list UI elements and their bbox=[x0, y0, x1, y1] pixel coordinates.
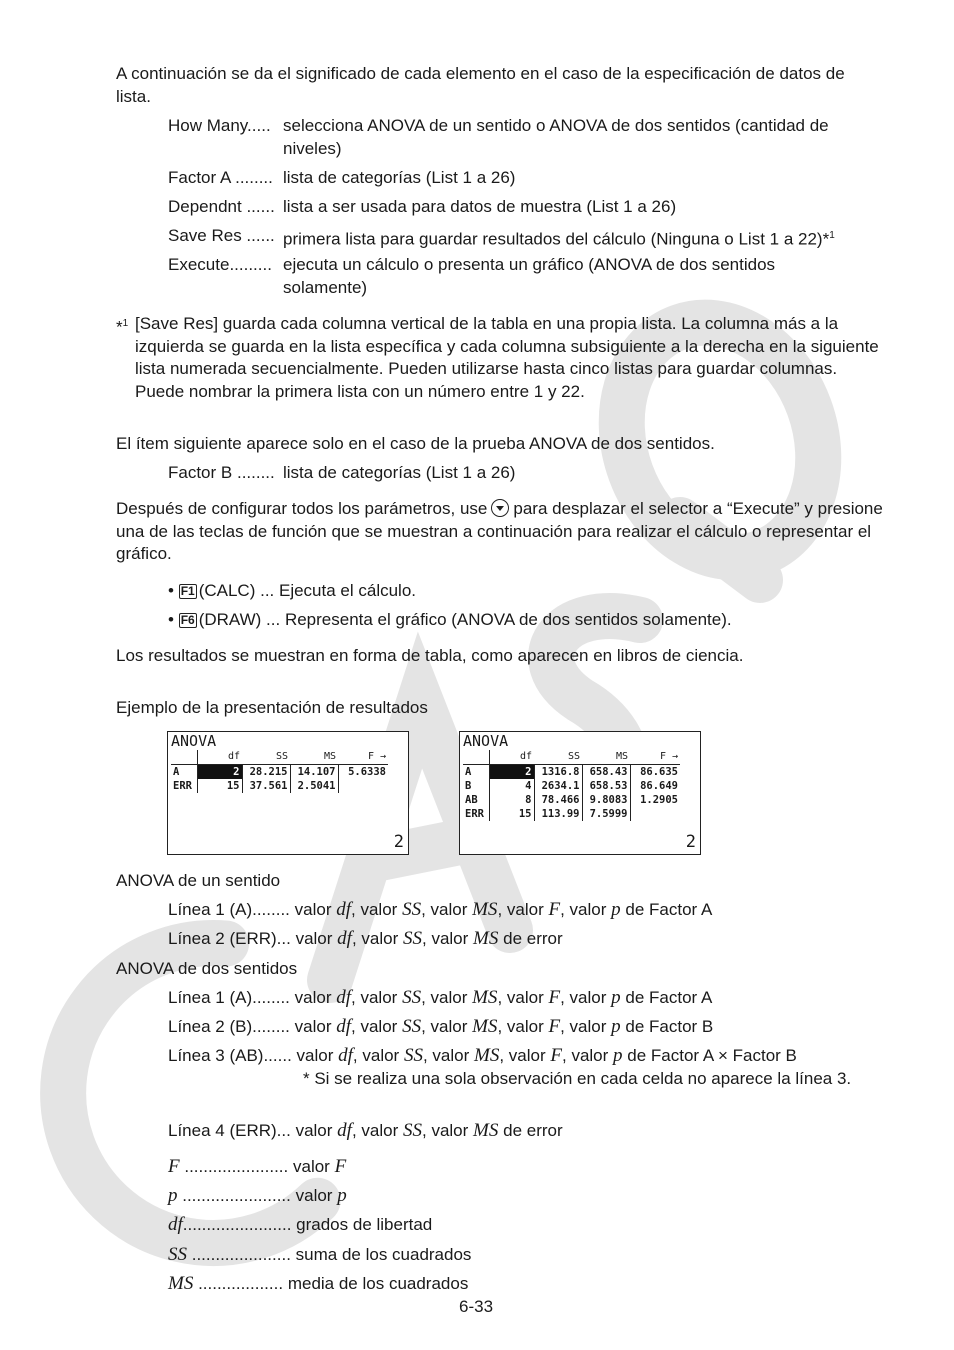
item-dependnt-desc: lista a ser usada para datos de muestra (List 1 a 26) bbox=[283, 197, 677, 216]
two-way-line-3: Línea 3 (AB)...... valor df, valor SS, valor MS, valor F, valor p de Factor A × Factor B bbox=[168, 1045, 797, 1066]
f6-key-icon: F6 bbox=[180, 613, 195, 627]
two-way-line-2: Línea 2 (B)........ valor df, valor SS, valor MS, valor F, valor p de Factor B bbox=[168, 1016, 714, 1037]
table-row: AB 8 78.466 9.8083 1.2905 bbox=[465, 794, 678, 806]
page-indicator: 2 bbox=[685, 832, 696, 852]
col-header bbox=[463, 750, 490, 765]
one-way-line-2: Línea 2 (ERR)... valor df, valor SS, valor MS de error bbox=[168, 928, 563, 949]
glossary-ss: SS ..................... suma de los cuadrados bbox=[168, 1244, 472, 1265]
screen-title: ANOVA bbox=[171, 732, 217, 750]
col-header: df bbox=[490, 750, 535, 765]
table-row: A 2 28.215 14.107 5.6338 bbox=[173, 766, 386, 778]
glossary-p: p ....................... valor p bbox=[168, 1185, 347, 1206]
table-row: ERR 15 37.561 2.5041 bbox=[171, 779, 388, 793]
anova-table-one-way bbox=[171, 750, 388, 793]
col-header: F → bbox=[630, 750, 680, 765]
bullet-draw: • F6 (DRAW) ... Representa el gráfico (ANOVA de dos sentidos solamente). bbox=[168, 610, 732, 629]
item-execute-desc: ejecuta un cálculo o presenta un gráfico (ANOVA de dos sentidos solamente) bbox=[283, 255, 776, 297]
col-header: F → bbox=[338, 750, 388, 765]
col-header bbox=[171, 750, 198, 765]
item-factor-b-term: Factor B ........ bbox=[168, 463, 275, 482]
two-way-line-4: Línea 4 (ERR)... valor df, valor SS, valor MS de error bbox=[168, 1120, 563, 1141]
one-way-heading: ANOVA de un sentido bbox=[116, 871, 281, 890]
screen-title: ANOVA bbox=[463, 732, 509, 750]
line-3-note: * Si se realiza una sola observación en cada celda no aparece la línea 3. bbox=[303, 1069, 852, 1088]
config-paragraph: Después de configurar todos los parámetros, use para desplazar el selector a “Execute” y presione una de las teclas de función que se muestran a continuación para realizar el cálculo o representar el gráfico. bbox=[116, 499, 883, 563]
item-how-many-term: How Many..... bbox=[168, 116, 271, 135]
one-way-line-1: Línea 1 (A)........ valor df, valor SS, valor MS, valor F, valor p de Factor A bbox=[168, 899, 713, 920]
two-way-heading: ANOVA de dos sentidos bbox=[116, 959, 298, 978]
calculator-screen-one-way bbox=[167, 731, 409, 855]
anova-table-two-way bbox=[463, 750, 680, 821]
cursor-down-key-icon bbox=[491, 499, 509, 517]
item-execute-term: Execute......... bbox=[168, 255, 272, 274]
two-way-line-1: Línea 1 (A)........ valor df, valor SS, valor MS, valor F, valor p de Factor A bbox=[168, 987, 713, 1008]
col-header: df bbox=[198, 750, 243, 765]
footnote-text: [Save Res] guarda cada columna vertical de la tabla en una propia lista. La columna más a la izquierda se guarda en la lista específica y cada columna subsiguiente a la derecha en la siguiente lista numerada secuencialmente. Pueden utilizarse hasta cinco listas para guardar columnas. Puede nombrar la primera lista con un número entre 1 y 22. bbox=[135, 314, 879, 401]
table-row: A 2 1316.8 658.43 86.635 bbox=[465, 766, 678, 778]
intro-text: A continuación se da el significado de cada elemento en el caso de la especificación de datos de lista. bbox=[116, 64, 845, 106]
bullet-calc: • F1 (CALC) ... Ejecuta el cálculo. bbox=[168, 581, 417, 600]
two-way-note: El ítem siguiente aparece solo en el caso de la prueba ANOVA de dos sentidos. bbox=[116, 434, 715, 453]
col-header: SS bbox=[534, 750, 582, 765]
item-save-res-desc: primera lista para guardar resultados del cálculo (Ninguna o List 1 a 22)*$^1$ bbox=[283, 229, 835, 249]
col-header: MS bbox=[582, 750, 630, 765]
item-how-many-desc: selecciona ANOVA de un sentido o ANOVA de dos sentidos (cantidad de niveles) bbox=[283, 116, 829, 158]
table-row: ERR 15 113.99 7.5999 bbox=[463, 807, 680, 821]
item-factor-b-desc: lista de categorías (List 1 a 26) bbox=[283, 463, 516, 482]
f1-key-icon: F1 bbox=[180, 584, 195, 598]
glossary-f: F ...................... valor F bbox=[168, 1156, 347, 1177]
item-factor-a-term: Factor A ........ bbox=[168, 168, 273, 187]
example-title: Ejemplo de la presentación de resultados bbox=[116, 698, 428, 717]
item-save-res-term: Save Res ...... bbox=[168, 226, 275, 245]
glossary-ms: MS .................. media de los cuadrados bbox=[168, 1273, 469, 1294]
glossary-df: df....................... grados de libertad bbox=[168, 1214, 433, 1235]
col-header: MS bbox=[290, 750, 338, 765]
calculator-screen-two-way bbox=[459, 731, 701, 855]
table-row: B 4 2634.1 658.53 86.649 bbox=[465, 780, 678, 792]
results-note: Los resultados se muestran en forma de tabla, como aparecen en libros de ciencia. bbox=[116, 646, 744, 665]
page-indicator: 2 bbox=[393, 832, 404, 852]
item-factor-a-desc: lista de categorías (List 1 a 26) bbox=[283, 168, 516, 187]
col-header: SS bbox=[242, 750, 290, 765]
page-number: 6-33 bbox=[459, 1297, 494, 1316]
item-dependnt-term: Dependnt ...... bbox=[168, 197, 275, 216]
footnote-mark: *$^1$ bbox=[116, 317, 129, 337]
